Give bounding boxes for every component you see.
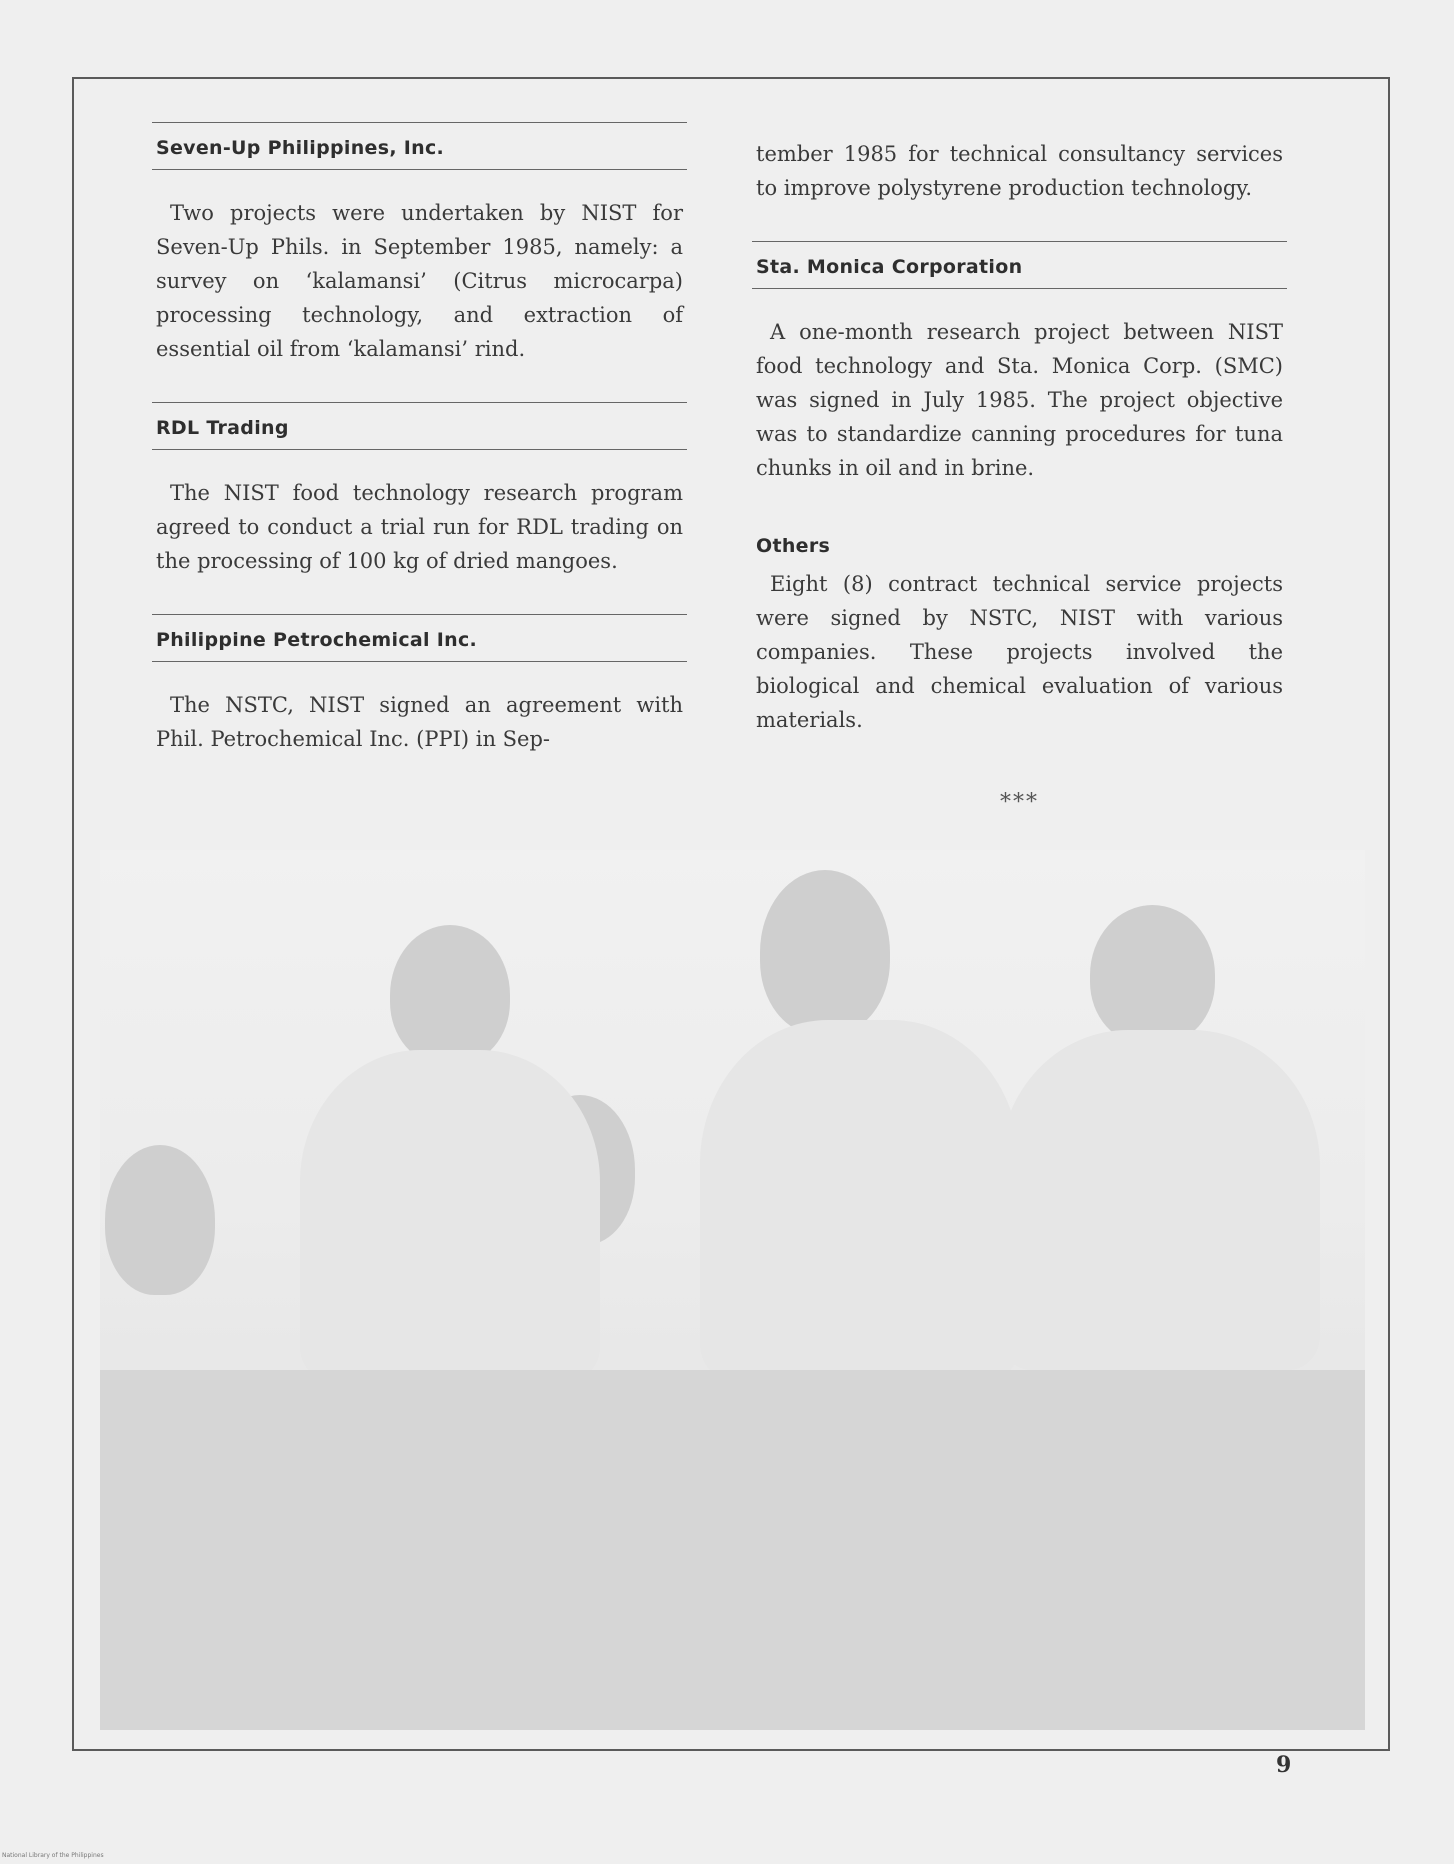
- footer-credit: National Library of the Philippines: [2, 1852, 104, 1859]
- photo-figure-head: [390, 925, 510, 1065]
- group-photo: [100, 850, 1365, 1730]
- photo-figure-body: [1000, 1030, 1320, 1370]
- section-body-seven-up: Two projects were undertaken by NIST for Seven-Up Phils. in September 1985, namely: a survey on ‘kalamansi’ (Citrus microcarpa) processing technology, and extraction of essential oil from ‘kalamansi’ rind.: [156, 201, 683, 361]
- photo-figure-head: [760, 870, 890, 1035]
- section-heading-rdl-trading: RDL Trading: [152, 402, 687, 450]
- photo-figure-body: [700, 1020, 1020, 1380]
- section-body-rdl-trading: The NIST food technology research program agreed to conduct a trial run for RDL trading on the processing of 100 kg of dried mangoes.: [156, 481, 683, 573]
- section-body-sta-monica: A one-month research project between NIST food technology and Sta. Monica Corp. (SMC) was signed in July 1985. The project objective was to standardize canning procedures for tuna chunks in oil and in brine.: [756, 320, 1283, 480]
- photo-figure-head: [1090, 905, 1215, 1045]
- section-heading-seven-up: Seven-Up Philippines, Inc.: [152, 122, 687, 170]
- left-column: [152, 122, 687, 792]
- page-number: 9: [1276, 1752, 1292, 1778]
- section-separator: ***: [1000, 790, 1039, 815]
- photo-figure-head: [105, 1145, 215, 1295]
- photo-table: [100, 1370, 1365, 1730]
- section-body-petrochemical: The NSTC, NIST signed an agreement with Phil. Petrochemical Inc. (PPI) in Sep-: [156, 693, 683, 751]
- section-heading-sta-monica: Sta. Monica Corporation: [752, 241, 1287, 289]
- section-body-others: Eight (8) contract technical service projects were signed by NSTC, NIST with various companies. These projects involved the biological and chemical evaluation of various materials.: [756, 572, 1283, 732]
- photo-figure-body: [300, 1050, 600, 1380]
- continuation-text: tember 1985 for technical consultancy services to improve polystyrene production technology.: [756, 142, 1283, 200]
- section-heading-others: Others: [756, 535, 831, 557]
- section-heading-petrochemical: Philippine Petrochemical Inc.: [152, 614, 687, 662]
- right-column: [752, 137, 1287, 773]
